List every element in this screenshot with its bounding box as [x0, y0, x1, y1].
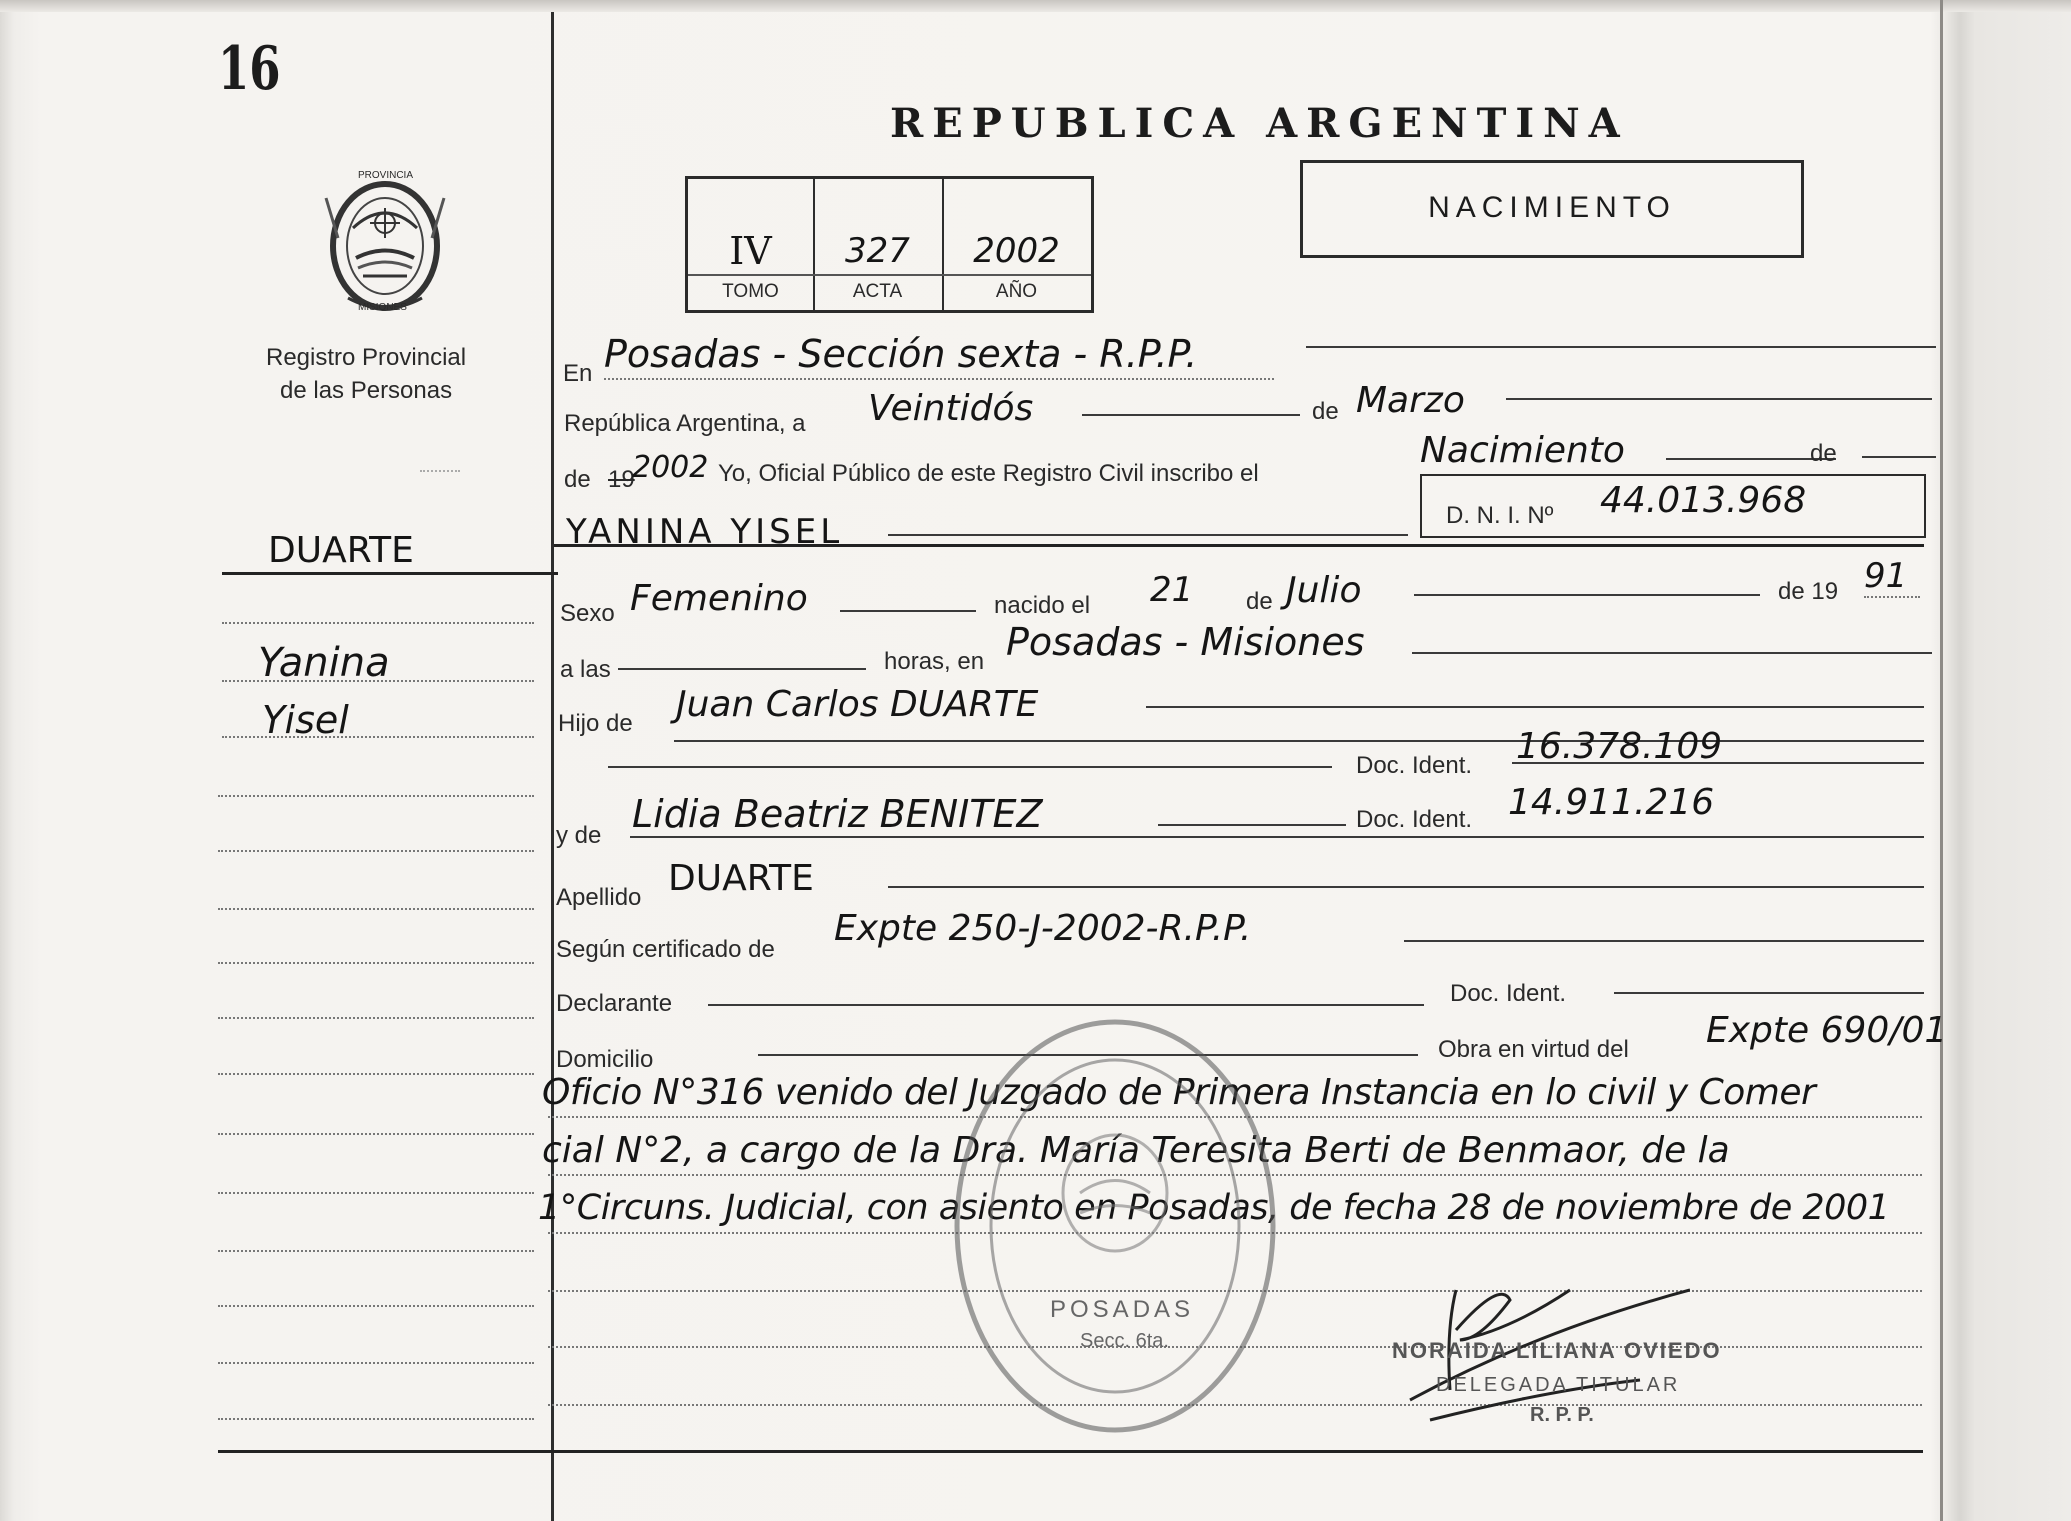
republica-label: República Argentina, a	[564, 410, 806, 437]
signatory-name: NORAIDA LILIANA OVIEDO	[1392, 1338, 1722, 1363]
page-number: 16	[218, 34, 281, 104]
de-year-label: de	[564, 466, 591, 493]
nacido-label: nacido el	[994, 592, 1091, 619]
rule	[1082, 414, 1300, 416]
doc-ident-label-3: Doc. Ident.	[1450, 980, 1567, 1007]
de-label: de	[1312, 398, 1339, 425]
margin-rule	[218, 962, 534, 964]
birth-year: 91	[1864, 556, 1908, 596]
country-title: REPUBLICA ARGENTINA	[890, 100, 1629, 147]
rule	[888, 534, 1408, 536]
margin-rule	[218, 1073, 534, 1075]
margin-rule	[218, 795, 534, 797]
rule	[1864, 596, 1920, 598]
anio-label: AÑO	[995, 281, 1038, 302]
de-19-label: de 19	[1778, 578, 1839, 605]
oficial-text: Yo, Oficial Público de este Registro Civil inscribo el	[718, 460, 1259, 487]
rule	[708, 1004, 1424, 1006]
rule	[1506, 398, 1932, 400]
rule	[1862, 456, 1936, 458]
month-value: Marzo	[1356, 380, 1465, 421]
dni-label: D. N. I. Nº	[1446, 502, 1554, 529]
doc-ident-label-2: Doc. Ident.	[1356, 806, 1473, 833]
sexo-value: Femenino	[630, 578, 808, 619]
obra-label: Obra en virtud del	[1438, 1036, 1629, 1063]
hijo-label: Hijo de	[558, 710, 633, 737]
margin-rule	[218, 1192, 534, 1194]
domicilio-label: Domicilio	[556, 1046, 654, 1073]
margin-name2: Yisel	[262, 698, 349, 742]
stamp-city: POSADAS	[1050, 1296, 1195, 1323]
birth-day: 21	[1150, 570, 1194, 610]
short-rule	[420, 470, 460, 472]
margin-rule	[218, 1418, 534, 1420]
signatory-org: R. P. P.	[1530, 1404, 1594, 1426]
margin-rule	[222, 680, 534, 682]
de-label-2: de	[1810, 440, 1837, 467]
father-doc: 16.378.109	[1516, 726, 1723, 767]
rule	[1146, 706, 1924, 708]
margin-surname-rule	[222, 572, 558, 575]
note-line-1: Oficio N°316 venido del Juzgado de Primera Instancia en lo civil y Comer	[542, 1072, 1816, 1113]
tomo-value: IV	[729, 229, 772, 273]
rule	[630, 836, 1924, 838]
rule	[1512, 762, 1924, 764]
year-value: 2002	[632, 450, 709, 485]
father-name: Juan Carlos DUARTE	[676, 684, 1039, 725]
person-name: YANINA YISEL	[566, 512, 844, 552]
margin-rule	[218, 1133, 534, 1135]
obra-value: Expte 690/01	[1706, 1010, 1948, 1051]
acta-value: 327	[845, 231, 910, 271]
sexo-label: Sexo	[560, 600, 615, 627]
record-type: NACIMIENTO	[1428, 191, 1676, 224]
margin-rule	[218, 850, 534, 852]
yde-label: y de	[556, 822, 602, 849]
mother-name: Lidia Beatriz BENITEZ	[632, 792, 1043, 836]
name-row-rule	[554, 544, 1924, 547]
day-value: Veintidós	[868, 388, 1034, 429]
bottom-rule	[218, 1450, 1923, 1453]
emblem-top-text: PROVINCIA	[358, 170, 414, 181]
tomo-label: TOMO	[722, 281, 779, 302]
column-divider	[551, 12, 554, 1521]
official-stamp	[952, 1018, 1278, 1434]
note-line-3: 1°Circuns. Judicial, con asiento en Posadas, de fecha 28 de noviembre de 2001	[538, 1188, 1890, 1228]
apellido-value: DUARTE	[668, 858, 814, 899]
de-label-3: de	[1246, 588, 1273, 615]
dni-box	[1420, 474, 1926, 538]
acta-label: ACTA	[852, 281, 903, 302]
label-divider	[688, 274, 1091, 276]
rule	[888, 886, 1924, 888]
rule	[674, 740, 1924, 742]
page-top-edge	[0, 0, 2071, 12]
record-number-box	[685, 176, 1094, 313]
margin-surname: DUARTE	[268, 530, 414, 571]
en-label: En	[563, 360, 593, 387]
rule	[608, 766, 1332, 768]
birth-place: Posadas - Misiones	[1006, 620, 1365, 664]
declarante-label: Declarante	[556, 990, 673, 1017]
record-type-box	[1300, 160, 1804, 258]
signatory-title: DELEGADA TITULAR	[1436, 1374, 1681, 1396]
segun-value: Expte 250-J-2002-R.P.P.	[834, 908, 1252, 949]
rule	[840, 610, 976, 612]
birth-month: Julio	[1286, 570, 1362, 611]
en-value: Posadas - Sección sexta - R.P.P.	[604, 332, 1198, 376]
provincial-emblem	[318, 168, 452, 318]
margin-rule	[222, 736, 534, 738]
registry-line2: de las Personas	[280, 377, 453, 404]
rule	[1306, 346, 1936, 348]
margin-name1: Yanina	[258, 640, 390, 686]
mother-doc: 14.911.216	[1508, 782, 1715, 823]
act-type-value: Nacimiento	[1420, 430, 1625, 471]
year-prefix-struck: 19	[608, 466, 635, 493]
rule	[1414, 594, 1760, 596]
rule	[1158, 824, 1346, 826]
registry-line1: Registro Provincial	[266, 344, 467, 371]
segun-label: Según certificado de	[556, 936, 775, 963]
anio-value: 2002	[973, 231, 1060, 271]
rule	[1404, 940, 1924, 942]
alas-label: a las	[560, 656, 611, 683]
margin-rule	[218, 1305, 534, 1307]
rule	[618, 668, 866, 670]
rule	[1412, 652, 1932, 654]
apellido-label: Apellido	[556, 884, 642, 911]
margin-rule	[218, 908, 534, 910]
rule	[1614, 992, 1924, 994]
margin-rule	[218, 1017, 534, 1019]
rule	[604, 378, 1274, 380]
margin-rule	[222, 622, 534, 624]
page-right-edge	[1940, 0, 1943, 1521]
margin-rule	[218, 1362, 534, 1364]
horas-label: horas, en	[884, 648, 985, 675]
emblem-bottom-text: MISIONES	[358, 302, 407, 313]
dni-value: 44.013.968	[1600, 480, 1807, 521]
margin-rule	[218, 1250, 534, 1252]
note-line-2: cial N°2, a cargo de la Dra. María Teresita Berti de Benmaor, de la	[542, 1130, 1730, 1171]
doc-ident-label: Doc. Ident.	[1356, 752, 1473, 779]
stamp-section: Secc. 6ta.	[1080, 1330, 1169, 1352]
